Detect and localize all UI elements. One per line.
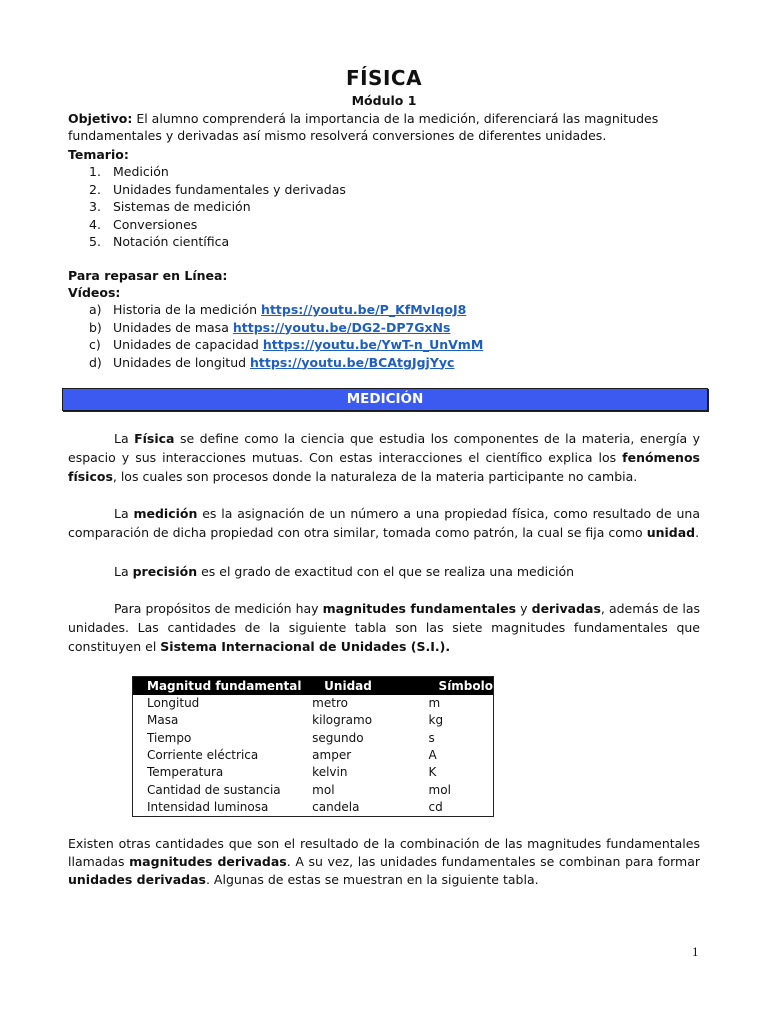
online-section xyxy=(68,267,700,371)
objective-label: Objetivo: xyxy=(68,111,133,126)
table-row: Temperatura kelvin K xyxy=(147,765,437,780)
video-link[interactable]: https://youtu.be/BCAtgJgjYyc xyxy=(250,354,455,370)
column-header: Unidad xyxy=(306,677,422,696)
video-list xyxy=(68,301,700,371)
video-link[interactable]: https://youtu.be/P_KfMvIqoJ8 xyxy=(261,302,467,317)
list-marker: 2. xyxy=(89,181,101,197)
list-item-text: Sistemas de medición xyxy=(113,199,251,214)
table-row: Tiempo segundo s xyxy=(147,730,435,745)
list-marker: c) xyxy=(89,337,101,352)
list-item xyxy=(68,354,700,372)
si-units-table xyxy=(132,676,494,817)
page-number: 1 xyxy=(692,944,699,959)
column-header: Símbolo xyxy=(423,677,494,696)
objective-text: El alumno comprenderá la importancia de la medición, diferenciará las magnitudes fundamentales y derivadas así mismo resolverá conversiones de diferentes unidades. xyxy=(68,111,659,143)
table-row: Longitud metro m xyxy=(147,696,441,711)
list-item xyxy=(68,163,700,181)
list-item xyxy=(68,336,700,354)
paragraph-magnitudes: Para propósitos de medición hay magnitudes fundamentales y derivadas, además de las unidades. Las cantidades de la siguiente tabla son las siete magnitudes fundamentales que constituyen el Sistema Internacional de Unidades (S.I.). xyxy=(68,601,700,654)
table-row: Corriente eléctrica amper A xyxy=(147,748,437,763)
table-row: Cantidad de sustancia mol mol xyxy=(147,782,451,797)
list-item-text: Medición xyxy=(113,164,169,179)
video-link[interactable]: https://youtu.be/YwT-n_UnVmM xyxy=(262,337,484,352)
list-item xyxy=(68,319,700,337)
temario-section xyxy=(68,146,700,251)
paragraph-derivadas: Existen otras cantidades que son el resultado de la combinación de las magnitudes fundamentales llamadas magnitudes derivadas. A su vez, las unidades fundamentales se combinan para formar unidades derivadas. Algunas de estas se muestran en la siguiente tabla. xyxy=(68,836,700,887)
objective-paragraph xyxy=(68,110,700,144)
list-marker: 4. xyxy=(89,216,101,232)
list-marker: a) xyxy=(89,302,102,317)
video-title: Historia de la medición xyxy=(113,302,262,317)
page-title: FÍSICA xyxy=(345,66,423,90)
list-item xyxy=(68,233,700,251)
list-item-text: Notación científica xyxy=(113,234,230,249)
online-label: Para repasar en Línea: xyxy=(68,268,228,283)
list-item xyxy=(68,216,700,234)
page-subtitle: Módulo 1 xyxy=(351,93,417,108)
temario-label: Temario: xyxy=(68,147,129,162)
video-title: Unidades de capacidad xyxy=(113,337,263,352)
list-item-text: Unidades fundamentales y derivadas xyxy=(113,181,346,197)
list-marker: 3. xyxy=(89,199,101,214)
table-header-row xyxy=(133,677,494,696)
list-item xyxy=(68,181,700,199)
list-item xyxy=(68,301,700,319)
paragraph-precision: La precisión es el grado de exactitud con el que se realiza una medición xyxy=(114,564,575,579)
temario-list xyxy=(68,163,700,251)
table-row: Intensidad luminosa candela cd xyxy=(147,799,443,814)
list-marker: 5. xyxy=(89,234,101,249)
column-header: Magnitud fundamental xyxy=(133,677,307,696)
paragraph-medicion: La medición es la asignación de un número a una propiedad física, como resultado de una comparación de dicha propiedad con otra similar, tomada como patrón, la cual se fija como unidad. xyxy=(68,506,700,540)
table-row: Masa kilogramo kg xyxy=(147,713,444,728)
list-item-text: Conversiones xyxy=(113,216,198,232)
video-title: Unidades de masa xyxy=(113,319,233,335)
list-marker: b) xyxy=(89,319,102,335)
video-link[interactable]: https://youtu.be/DG2-DP7GxNs xyxy=(232,319,451,335)
section-banner: MEDICIÓN xyxy=(62,388,708,411)
videos-label: Vídeos: xyxy=(68,285,121,300)
list-item xyxy=(68,198,700,216)
paragraph-fisica: La Física se define como la ciencia que estudia los componentes de la materia, energía y espacio y sus interacciones mutuas. Con estas interacciones el científico explica los fenómenos físicos, los cuales son procesos donde la naturaleza de la materia participante no cambia. xyxy=(68,431,700,484)
video-title: Unidades de longitud xyxy=(113,354,251,370)
list-marker: d) xyxy=(89,354,102,370)
list-marker: 1. xyxy=(89,164,101,179)
